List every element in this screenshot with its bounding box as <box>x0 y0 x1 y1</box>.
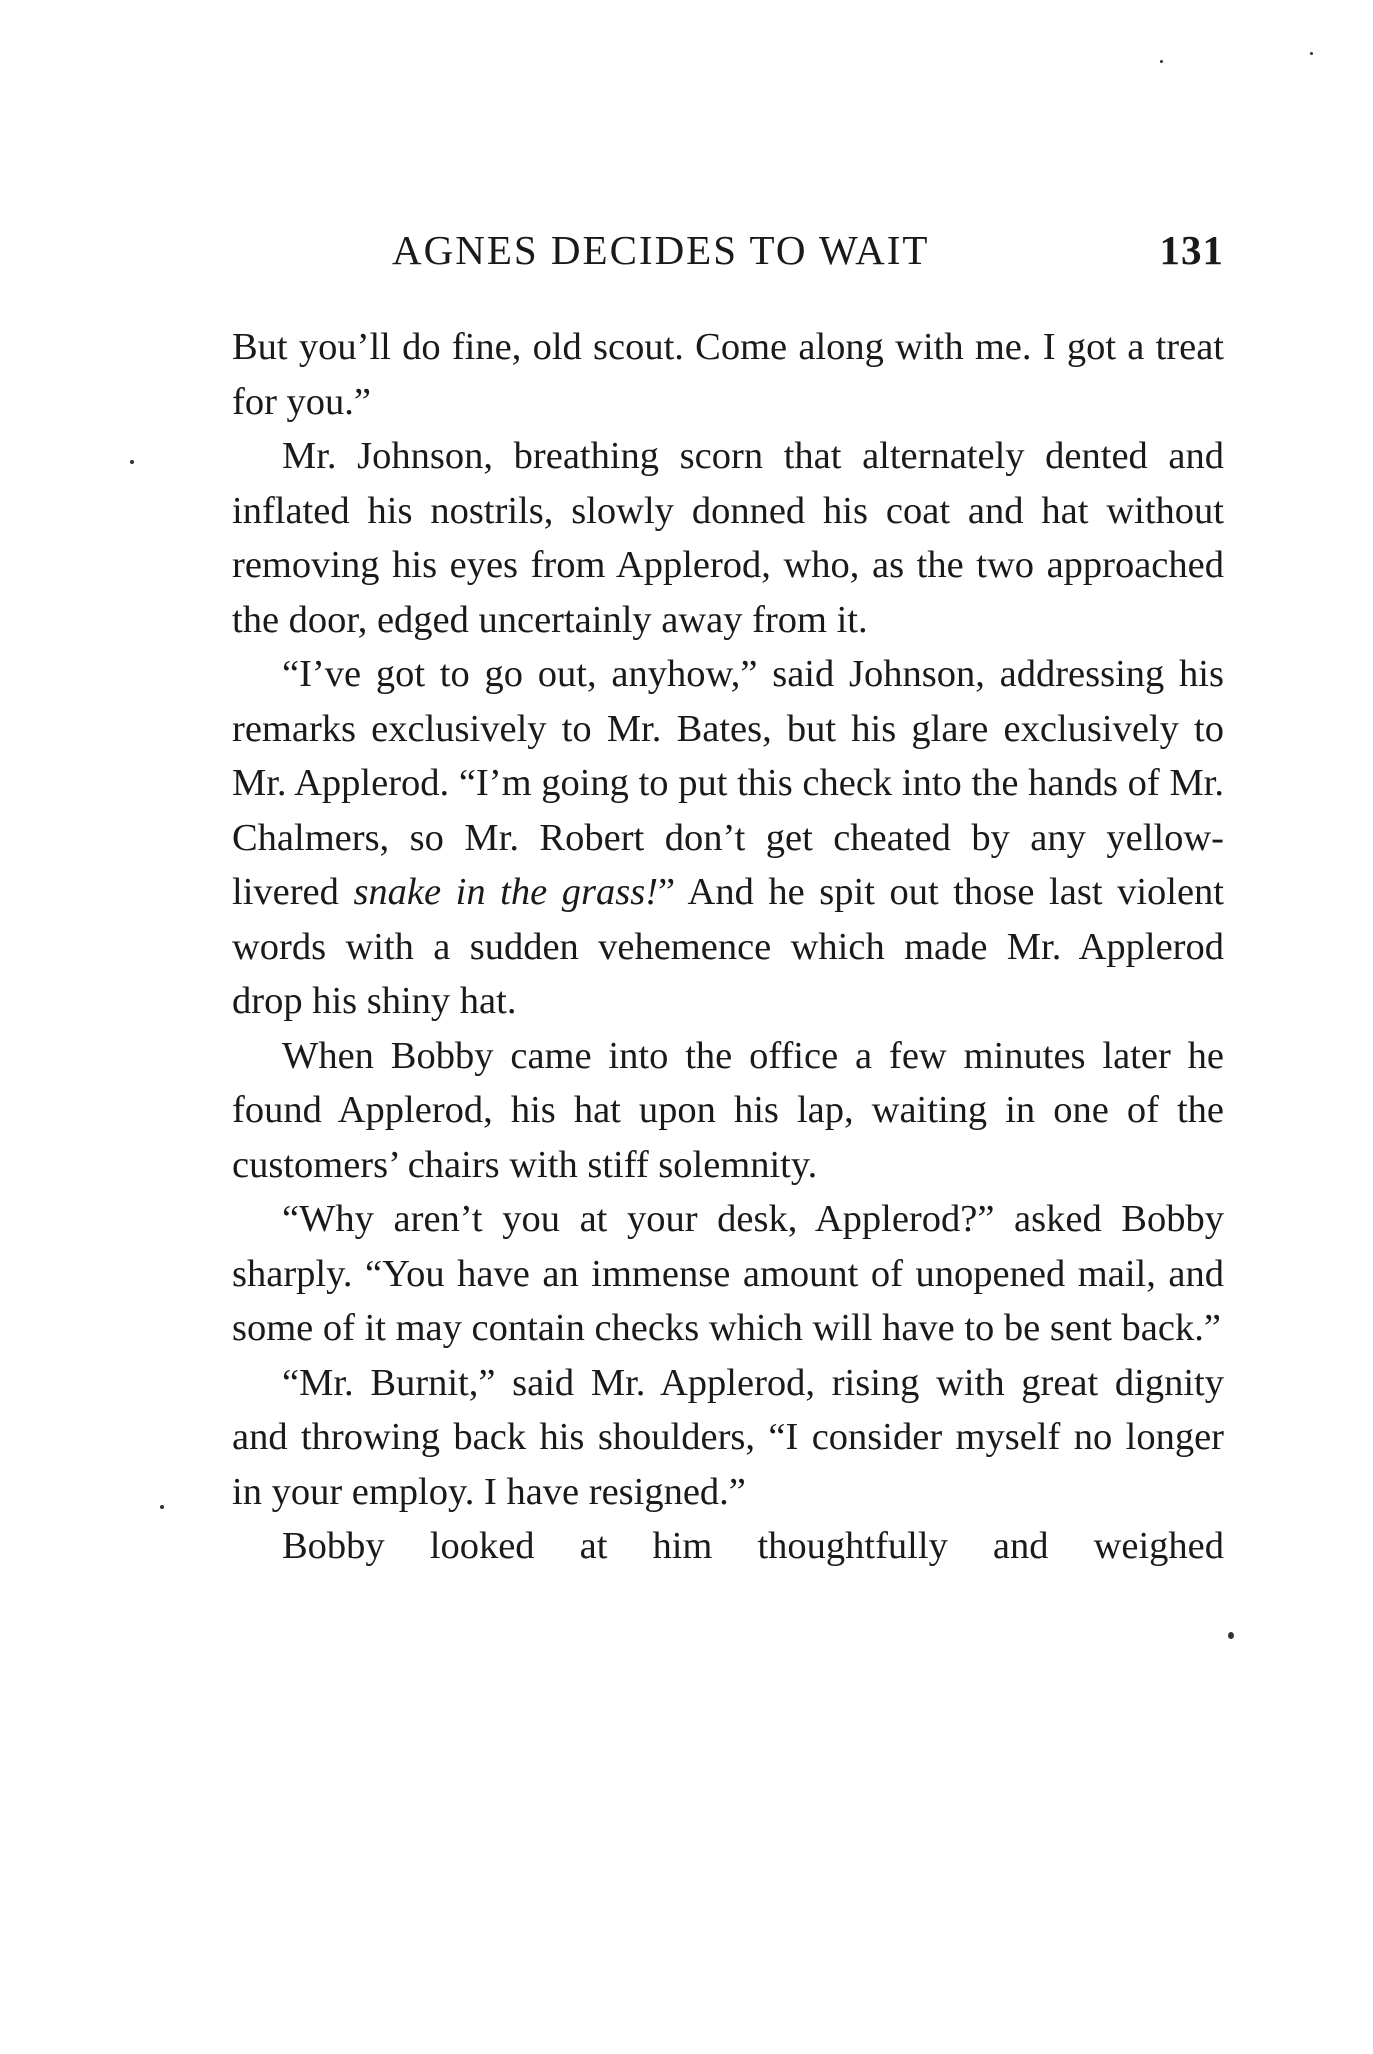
page-number: 131 <box>1159 227 1224 273</box>
page-header <box>232 222 1224 278</box>
paragraph-text: “Why aren’t you at your desk, Applerod?” asked Bobby sharply. “You have an immense amount of unopened mail, and some of it may contain checks which will have to be sent back.” <box>232 1198 1224 1349</box>
running-title: AGNES DECIDES TO WAIT <box>392 227 930 273</box>
paragraph-text: ” And he spit out those last violent words with a sudden vehemence which made Mr. Applerod drop his shiny hat. <box>232 871 1224 1022</box>
paragraph <box>232 1356 1224 1520</box>
paragraph-text: “I’ve got to go out, anyhow,” said Johnson, addressing his remarks exclusively to Mr. Bates, but his glare exclusively to Mr. Applerod. “I’m going to put this check into the hands of Mr. Chalmers, so Mr. Robert don’t get cheated by any yellow-livered <box>232 653 1224 913</box>
paper-speck <box>1160 60 1163 63</box>
paper-speck <box>1310 52 1313 55</box>
paragraph <box>232 647 1224 1029</box>
paragraph <box>232 320 1224 429</box>
paragraph <box>232 1192 1224 1356</box>
body-text <box>232 320 1224 1574</box>
paragraph <box>232 1519 1224 1574</box>
paragraph-text: Mr. Johnson, breathing scorn that alternately dented and inflated his nostrils, slowly donned his coat and hat without removing his eyes from Applerod, who, as the two approached the door, edged uncertainly away from it. <box>232 435 1224 641</box>
paper-speck <box>130 460 134 464</box>
paragraph-text: “Mr. Burnit,” said Mr. Applerod, rising with great dignity and throwing back his shoulders, “I consider myself no longer in your employ. I have resigned.” <box>232 1361 1224 1513</box>
italic-phrase: snake in the grass! <box>353 871 659 913</box>
paragraph <box>232 1029 1224 1193</box>
paragraph <box>232 429 1224 647</box>
paragraph-text: But you’ll do fine, old scout. Come along with me. I got a treat for you.” <box>232 326 1224 423</box>
paper-speck <box>160 1505 164 1509</box>
paragraph-text: When Bobby came into the office a few minutes later he found Applerod, his hat upon his lap, waiting in one of the customers’ chairs with stiff solemnity. <box>232 1034 1224 1186</box>
paper-speck <box>1228 1632 1234 1639</box>
paragraph-text: Bobby looked at him thoughtfully and weighed <box>282 1525 1224 1567</box>
